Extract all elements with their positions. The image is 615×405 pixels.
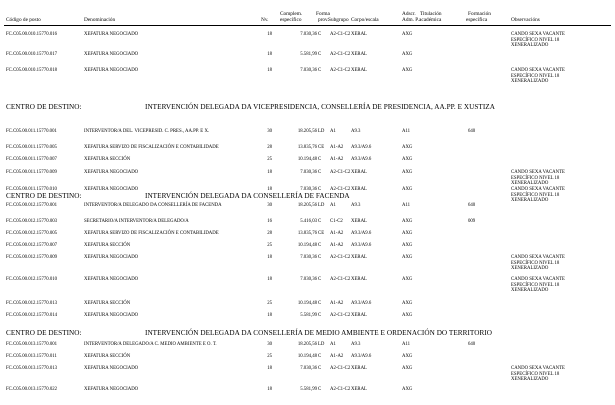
header-complemento-1: Complem. [280,11,303,17]
cell-complemento: 7.030,36 [300,170,317,175]
cell-forma-provision: CE [318,145,325,150]
cell-observacions [511,170,565,187]
cell-nivel: 18 [267,313,272,318]
cell-adscricion: AXG [402,277,413,282]
cell-post-code: FC.C05.00.012.15770.005 [6,231,58,236]
cell-corpo-escala: XERAL [351,313,367,318]
observacion-line: XENERALIZADO [511,43,549,49]
cell-adscricion: AXG [402,301,413,306]
cell-forma-provision: C [318,170,322,175]
cell-adscricion: AXG [402,219,413,224]
header-code: Código de posto [6,17,41,23]
cell-corpo-escala: A9.3 [351,129,361,134]
cell-subgrupo: A2-C1-C2 [330,187,351,192]
cell-post-code: FC.C05.00.012.15770.001 [6,203,58,208]
cell-complemento: 18.205,56 [297,129,317,134]
cell-formacion: 640 [468,342,476,347]
cell-denominacion: XEFATURA SECCIÓN [84,157,131,162]
observacion-line: XENERALIZADO [511,79,549,85]
cell-denominacion: XEFATURA SECCIÓN [84,301,131,306]
cell-post-code: FC.C05.00.013.15770.011 [6,354,57,359]
cell-forma-provision: C [318,243,322,248]
cell-denominacion: XEFATURA SERVIZO DE FISCALIZACIÓN E CONTABILIDADE [84,145,219,150]
observacion-line: CANDO SEXA VACANTE [511,170,565,175]
cell-nivel: 30 [267,203,272,208]
centro-destino-label: CENTRO DE DESTINO: [6,192,82,200]
cell-forma-provision: LD [318,129,325,134]
header-nivel: Nv. [261,17,269,23]
cell-denominacion: XEFATURA NEGOCIADO [84,32,139,37]
observacion-line: CANDO SEXA VACANTE [511,366,565,371]
header-formacion-2: específica [466,17,488,23]
cell-adscricion: AXG [402,52,413,57]
cell-post-code: FC.C05.00.012.15770.003 [6,219,58,224]
cell-forma-provision: C [318,313,322,318]
cell-subgrupo: A1-A2 [330,231,344,236]
cell-post-code: FC.C05.00.013.15770.013 [6,366,58,371]
header-titulacion-2: académica [419,17,442,23]
cell-denominacion: XEFATURA SERVIZO DE FISCALIZACIÓN E CONTABILIDADE [84,231,219,236]
cell-nivel: 25 [267,243,272,248]
observacion-line: CANDO SEXA VACANTE [511,68,565,73]
cell-observacions [511,68,565,85]
cell-post-code: FC.C05.00.011.15770.005 [6,145,57,150]
header-rule [4,25,611,26]
cell-denominacion: INTERVENTOR/A DEL. VICEPRESID. C. PRES., AA.PP. E X. [84,129,210,134]
cell-nivel: 25 [267,354,272,359]
cell-corpo-escala: A9.3/A9.6 [351,145,372,150]
cell-corpo-escala: XERAL [351,187,367,192]
cell-denominacion: XEFATURA NEGOCIADO [84,255,139,260]
cell-nivel: 30 [267,342,272,347]
observacion-line: XENERALIZADO [511,198,549,204]
cell-corpo-escala: XERAL [351,277,367,282]
header-corpo: Corpo/escala [351,17,379,23]
cell-complemento: 10.194,48 [297,157,317,162]
cell-nivel: 25 [267,157,272,162]
header-titulacion-1: Titulación [420,11,442,17]
cell-formacion: 009 [468,219,476,224]
cell-forma-provision: C [318,157,322,162]
cell-nivel: 18 [267,170,272,175]
observacion-line: ESPECÍFICO NIVEL 18 [511,37,560,43]
cell-corpo-escala: A9.3 [351,203,361,208]
cell-nivel: 18 [267,387,272,392]
cell-subgrupo: A2-C1-C2 [330,68,351,73]
cell-forma-provision: C [318,219,322,224]
cell-post-code: FC.C05.00.011.15770.009 [6,170,57,175]
cell-nivel: 18 [267,366,272,371]
cell-complemento: 7.030,36 [300,277,317,282]
observacion-line: CANDO SEXA VACANTE [511,277,565,282]
cell-subgrupo: A1 [330,129,336,134]
cell-post-code: FC.C05.00.013.15770.001 [6,342,58,347]
cell-complemento: 7.030,36 [300,366,317,371]
centro-destino-label: CENTRO DE DESTINO: [6,103,82,111]
cell-adscricion: AXG [402,354,413,359]
cell-complemento: 13.835,76 [297,231,317,236]
cell-observacions [511,277,565,294]
cell-complemento: 7.030,36 [300,68,317,73]
cell-subgrupo: A1 [330,203,336,208]
cell-subgrupo: C1-C2 [330,219,343,224]
header-denominacion: Denominación [84,17,116,23]
cell-corpo-escala: XERAL [351,68,367,73]
cell-nivel: 18 [267,68,272,73]
cell-adscricion: AXG [402,313,413,318]
cell-nivel: 18 [267,32,272,37]
cell-adscricion: AXG [402,157,413,162]
cell-post-code: FC.C05.00.012.15770.013 [6,301,58,306]
cell-subgrupo: A1-A2 [330,354,344,359]
cell-adscricion: AXG [402,145,413,150]
cell-subgrupo: A2-C1-C2 [330,366,351,371]
cell-complemento: 10.194,48 [297,354,317,359]
cell-subgrupo: A1-A2 [330,145,344,150]
header-formacion-1: Formación [468,11,491,17]
cell-post-code: FC.C05.00.012.15770.009 [6,255,58,260]
header-complemento-2: específico [280,17,302,23]
cell-subgrupo: A2-C1-C2 [330,52,351,57]
cell-formacion: 640 [468,129,476,134]
cell-forma-provision: C [318,255,322,260]
cell-forma-provision: C [318,366,322,371]
cell-adscricion: AXG [402,255,413,260]
cell-subgrupo: A2-C1-C2 [330,255,351,260]
cell-complemento: 10.194,48 [297,301,317,306]
cell-observacions [511,255,565,272]
cell-corpo-escala: A9.3/A9.6 [351,354,372,359]
cell-forma-provision: C [318,387,322,392]
cell-denominacion: XEFATURA NEGOCIADO [84,170,139,175]
observacion-line: ESPECÍFICO NIVEL 18 [511,371,560,377]
cell-denominacion: XEFATURA NEGOCIADO [84,387,139,392]
cell-complemento: 5.581,99 [300,313,317,318]
cell-post-code: FC.C05.00.011.15770.010 [6,187,57,192]
cell-denominacion: XEFATURA NEGOCIADO [84,366,139,371]
cell-post-code: FC.C05.00.010.15770.018 [6,68,58,73]
cell-corpo-escala: XERAL [351,387,367,392]
cell-adscricion: AXG [402,243,413,248]
cell-forma-provision: CE [318,231,325,236]
cell-forma-provision: LD [318,342,325,347]
header-adscricion-2: Adm. P. [402,17,419,23]
cell-denominacion: XEFATURA NEGOCIADO [84,313,139,318]
cell-post-code: FC.C05.00.011.15770.007 [6,157,57,162]
cell-adscricion: AXG [402,170,413,175]
cell-forma-provision: C [318,32,322,37]
cell-corpo-escala: XERAL [351,32,367,37]
centro-destino-label: CENTRO DE DESTINO: [6,329,82,337]
observacion-line: ESPECÍFICO NIVEL 18 [511,73,560,79]
cell-adscricion: A11 [402,203,411,208]
cell-subgrupo: A1-A2 [330,301,344,306]
cell-denominacion: INTERVENTOR/A DELEGADO DA CONSELLERÍA DE FACENDA [84,203,222,208]
observacion-line: ESPECÍFICO NIVEL 18 [511,282,560,288]
cell-subgrupo: A1-A2 [330,243,344,248]
cell-forma-provision: LD [318,203,325,208]
cell-corpo-escala: XERAL [351,366,367,371]
cell-post-code: FC.C05.00.011.15770.001 [6,129,57,134]
cell-corpo-escala: A9.3/A9.6 [351,231,372,236]
cell-corpo-escala: XERAL [351,255,367,260]
header-adscricion-1: Adscr. [402,11,416,17]
cell-adscricion: AXG [402,387,413,392]
cell-adscricion: AXG [402,231,413,236]
cell-nivel: 28 [267,231,272,236]
cell-formacion: 640 [468,203,476,208]
cell-post-code: FC.C05.00.010.15770.017 [6,52,58,57]
cell-adscricion: AXG [402,187,413,192]
cell-nivel: 28 [267,145,272,150]
cell-corpo-escala: A9.3/A9.6 [351,243,372,248]
observacion-line: CANDO SEXA VACANTE [511,32,565,37]
cell-adscricion: A11 [402,342,411,347]
observacion-line: ESPECÍFICO NIVEL 18 [511,260,560,266]
cell-subgrupo: A1 [330,342,336,347]
cell-corpo-escala: XERAL [351,170,367,175]
cell-observacions [511,187,565,204]
cell-denominacion: XEFATURA SECCIÓN [84,243,131,248]
cell-denominacion: XEFATURA NEGOCIADO [84,277,139,282]
cell-subgrupo: A2-C1-C2 [330,387,351,392]
cell-observacions [511,366,565,383]
cell-forma-provision: C [318,354,322,359]
observacion-line: ESPECÍFICO NIVEL 18 [511,192,560,198]
observacion-line: ESPECÍFICO NIVEL 18 [511,175,560,181]
cell-observacions [511,32,565,49]
cell-complemento: 7.030,36 [300,32,317,37]
cell-complemento: 5.416,03 [300,219,317,224]
cell-post-code: FC.C05.00.012.15770.014 [6,313,58,318]
cell-subgrupo: A1-A2 [330,157,344,162]
observacion-line: XENERALIZADO [511,266,549,272]
cell-forma-provision: C [318,52,322,57]
centro-destino-name: INTERVENCIÓN DELEGADA DA VICEPRESIDENCIA, CONSELLERÍA DE PRESIDENCIA, AA.PP. E XUSTIZA [145,103,495,111]
cell-denominacion: XEFATURA NEGOCIADO [84,68,139,73]
cell-denominacion: SECRETARIO/A INTERVENTOR/A DELEGADO/A [84,219,189,224]
observacion-line: CANDO SEXA VACANTE [511,187,565,192]
table-header [0,0,615,26]
observacion-line: XENERALIZADO [511,288,549,294]
observacion-line: XENERALIZADO [511,377,549,383]
cell-subgrupo: A2-C1-C2 [330,313,351,318]
cell-subgrupo: A2-C1-C2 [330,277,351,282]
observacion-line: XENERALIZADO [511,181,549,187]
cell-forma-provision: C [318,187,322,192]
cell-denominacion: XEFATURA NEGOCIADO [84,52,139,57]
cell-corpo-escala: A9.3/A9.6 [351,157,372,162]
cell-forma-provision: C [318,277,322,282]
cell-adscricion: AXG [402,32,413,37]
centro-destino-name: INTERVENCIÓN DELEGADA DA CONSELLERÍA DE FACENDA [145,192,350,200]
cell-denominacion: XEFATURA NEGOCIADO [84,187,139,192]
header-forma-2: prov. [318,17,329,23]
header-forma-1: Forma [316,11,330,17]
cell-post-code: FC.C05.00.010.15770.016 [6,32,58,37]
cell-subgrupo: A2-C1-C2 [330,170,351,175]
cell-nivel: 16 [267,219,272,224]
cell-complemento: 7.030,36 [300,255,317,260]
cell-denominacion: XEFATURA SECCIÓN [84,354,131,359]
cell-nivel: 18 [267,52,272,57]
cell-nivel: 30 [267,129,272,134]
cell-complemento: 10.194,48 [297,243,317,248]
cell-post-code: FC.C05.00.013.15770.022 [6,387,58,392]
cell-forma-provision: C [318,301,322,306]
cell-post-code: FC.C05.00.012.15770.007 [6,243,58,248]
cell-nivel: 18 [267,255,272,260]
cell-corpo-escala: A9.3 [351,342,361,347]
cell-nivel: 25 [267,301,272,306]
cell-post-code: FC.C05.00.012.15770.010 [6,277,58,282]
cell-nivel: 18 [267,277,272,282]
cell-corpo-escala: XERAL [351,219,367,224]
cell-adscricion: AXG [402,366,413,371]
cell-complemento: 18.205,56 [297,203,317,208]
cell-corpo-escala: XERAL [351,52,367,57]
cell-corpo-escala: A9.3/A9.6 [351,301,372,306]
observacion-line: CANDO SEXA VACANTE [511,255,565,260]
cell-complemento: 13.835,76 [297,145,317,150]
cell-complemento: 7.030,36 [300,187,317,192]
header-observacions: Observacións [511,17,540,23]
header-subgrupo: Subgrupo [328,17,349,23]
cell-subgrupo: A2-C1-C2 [330,32,351,37]
cell-complemento: 5.581,99 [300,387,317,392]
cell-complemento: 18.205,56 [297,342,317,347]
cell-nivel: 18 [267,187,272,192]
cell-adscricion: AXG [402,68,413,73]
cell-denominacion: INTERVENTOR/A DELEGADO/A C. MEDIO AMBIENTE E O. T. [84,342,217,347]
cell-forma-provision: C [318,68,322,73]
centro-destino-name: INTERVENCIÓN DELEGADA DA CONSELLERÍA DE MEDIO AMBIENTE E ORDENACIÓN DO TERRITORIO [145,329,492,337]
cell-adscricion: A11 [402,129,411,134]
cell-complemento: 5.581,99 [300,52,317,57]
